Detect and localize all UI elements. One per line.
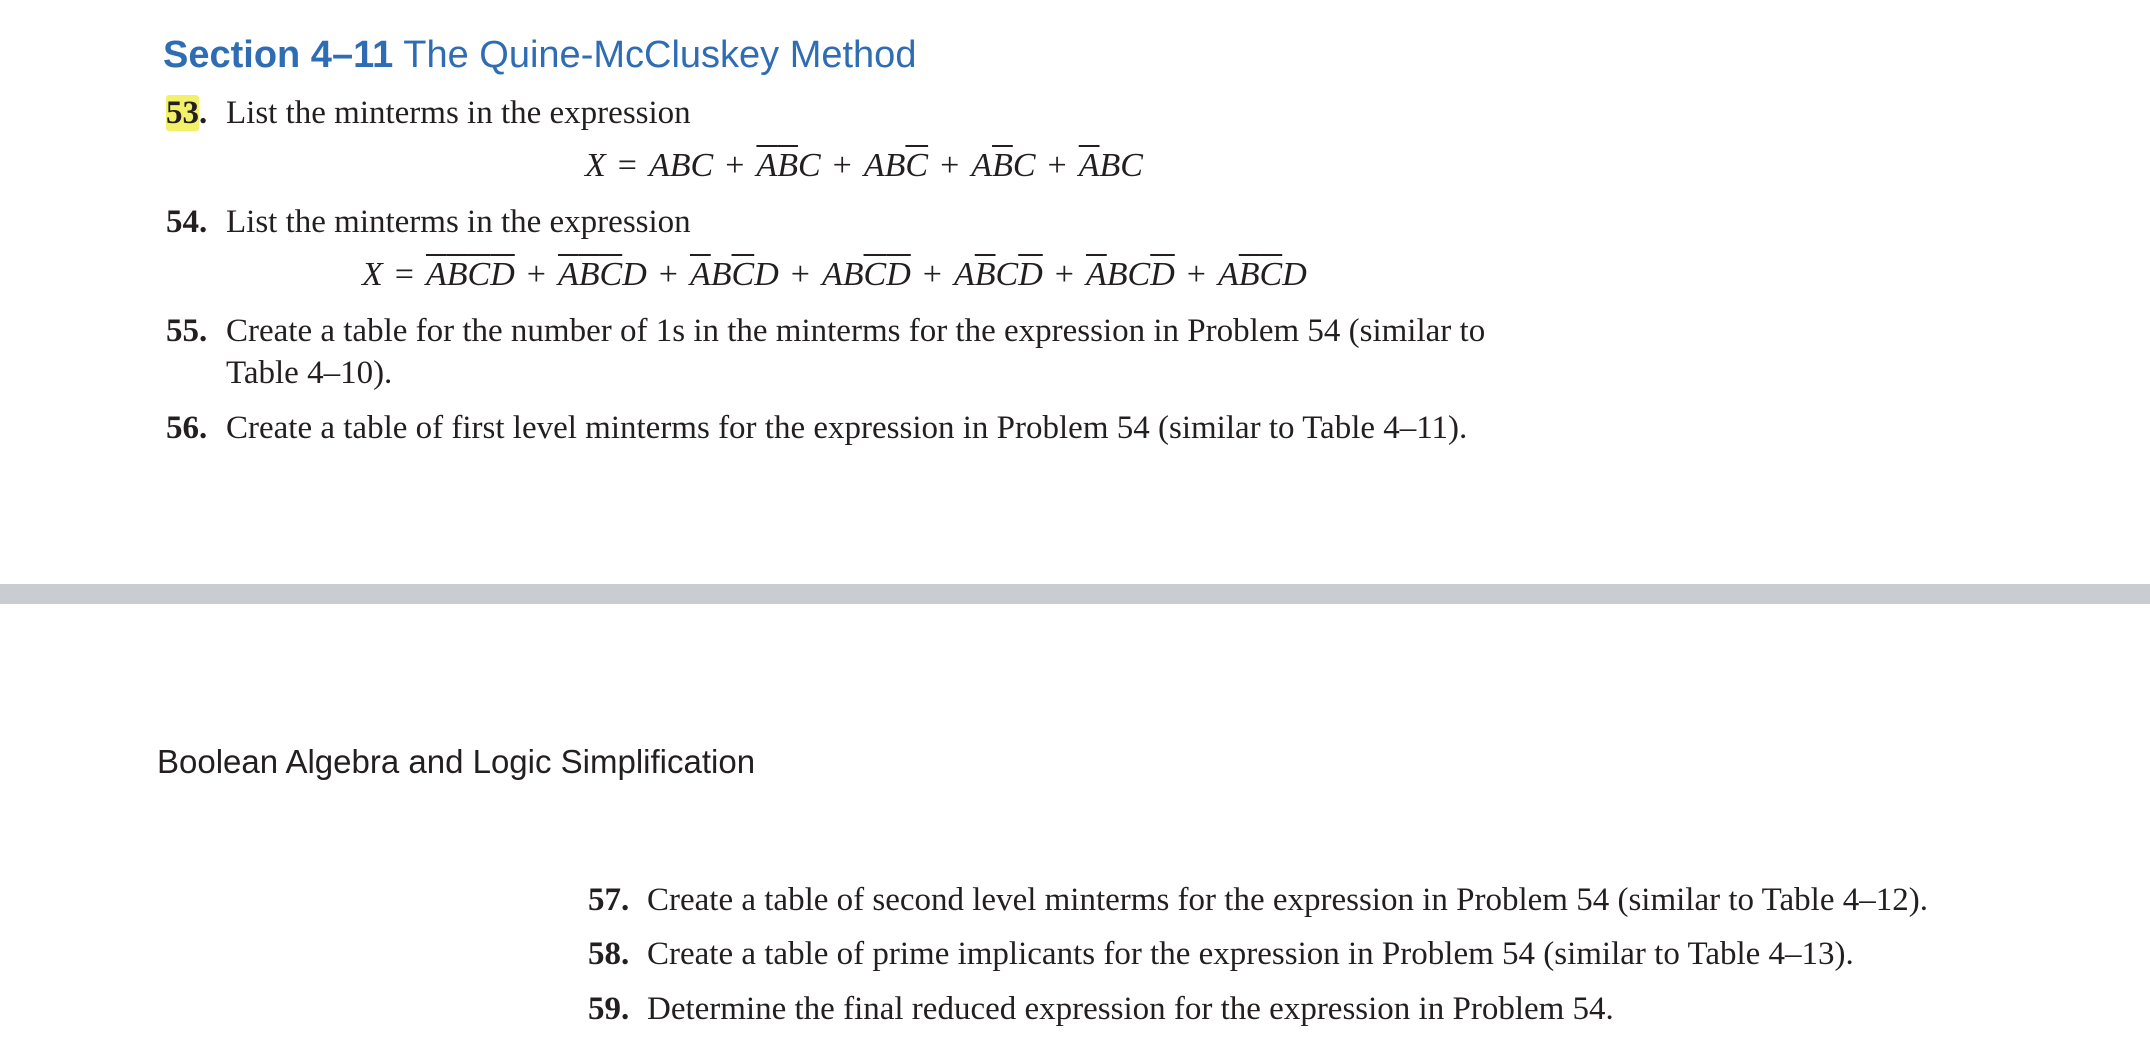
section-title: The Quine-McCluskey Method bbox=[403, 34, 917, 76]
variable: A bbox=[971, 147, 993, 184]
variable: A bbox=[863, 147, 885, 184]
expr-term bbox=[1086, 256, 1175, 293]
complemented-variable: $\overline{A}$ bbox=[1085, 256, 1107, 293]
complemented-variable: $\overline{C}$ bbox=[905, 147, 929, 184]
page-separator bbox=[0, 584, 2150, 604]
variable: D bbox=[1282, 256, 1307, 293]
expr-term bbox=[822, 256, 911, 293]
complemented-variable: $\overline{C}$ bbox=[863, 256, 887, 293]
variable: A bbox=[953, 256, 975, 293]
problem-54 bbox=[166, 201, 691, 243]
complemented-variable: $\overline{A}$ bbox=[756, 147, 778, 184]
complemented-variable: $\overline{B}$ bbox=[1238, 256, 1260, 293]
section-number: Section 4–11 bbox=[163, 34, 394, 76]
variable: C bbox=[1012, 147, 1036, 184]
expression-53 bbox=[585, 144, 1143, 188]
problem-55 bbox=[166, 310, 1485, 352]
problem-53 bbox=[166, 92, 691, 134]
problem-57 bbox=[588, 879, 1928, 921]
variable: B bbox=[1106, 256, 1128, 293]
variable: B bbox=[1099, 147, 1121, 184]
variable: D bbox=[622, 256, 647, 293]
expr-term bbox=[649, 147, 713, 184]
expr-term bbox=[690, 256, 779, 293]
complemented-variable: $\overline{A}$ bbox=[689, 256, 711, 293]
problem-number: 58. bbox=[588, 936, 630, 972]
problem-text: Create a table for the number of 1s in the minterms for the expression in Problem 54 (similar to bbox=[226, 313, 1486, 349]
expr-plus: + bbox=[725, 147, 745, 184]
complemented-variable: $\overline{B}$ bbox=[578, 256, 600, 293]
complemented-variable: $\overline{D}$ bbox=[1150, 256, 1175, 293]
expr-term bbox=[426, 256, 515, 293]
variable: B bbox=[669, 147, 691, 184]
expr-term bbox=[1218, 256, 1307, 293]
expr-plus: + bbox=[658, 256, 678, 293]
variable: B bbox=[710, 256, 732, 293]
variable: A bbox=[1217, 256, 1239, 293]
expr-plus: + bbox=[940, 147, 960, 184]
expr-equals: = bbox=[617, 147, 637, 184]
complemented-variable: $\overline{D}$ bbox=[490, 256, 515, 293]
problem-number-value: 57 bbox=[588, 882, 621, 918]
problem-58 bbox=[588, 933, 1854, 975]
problem-text: Table 4–10). bbox=[226, 355, 393, 391]
complemented-variable: $\overline{D}$ bbox=[1018, 256, 1043, 293]
problem-number-value: 55 bbox=[166, 313, 199, 349]
variable: C bbox=[797, 147, 821, 184]
expr-term bbox=[558, 256, 647, 293]
variable: C bbox=[1120, 147, 1143, 184]
expr-plus: + bbox=[832, 147, 852, 184]
expr-plus: + bbox=[1054, 256, 1074, 293]
expr-plus: + bbox=[1047, 147, 1067, 184]
problem-text: Determine the final reduced expression for the expression in Problem 54. bbox=[647, 991, 1614, 1027]
problem-number: 57. bbox=[588, 882, 630, 918]
complemented-variable: $\overline{B}$ bbox=[777, 147, 798, 184]
complemented-variable: $\overline{A}$ bbox=[425, 256, 447, 293]
variable: C bbox=[995, 256, 1019, 293]
variable: C bbox=[1127, 256, 1151, 293]
expr-plus: + bbox=[790, 256, 810, 293]
problem-number: 56. bbox=[166, 410, 208, 446]
expr-term bbox=[971, 147, 1035, 184]
problem-number: 55. bbox=[166, 313, 208, 349]
complemented-variable: $\overline{C}$ bbox=[599, 256, 623, 293]
problem-text: List the minterms in the expression bbox=[226, 204, 691, 240]
expr-plus: + bbox=[1186, 256, 1206, 293]
variable: D bbox=[754, 256, 779, 293]
variable: A bbox=[821, 256, 843, 293]
complemented-variable: $\overline{A}$ bbox=[1078, 147, 1100, 184]
problem-text: Create a table of first level minterms for the expression in Problem 54 (similar to Table 4–11). bbox=[226, 410, 1468, 446]
expression-54 bbox=[362, 253, 1307, 297]
expr-equals: = bbox=[394, 256, 414, 293]
complemented-variable: $\overline{A}$ bbox=[557, 256, 579, 293]
complemented-variable: $\overline{B}$ bbox=[992, 147, 1013, 184]
complemented-variable: $\overline{D}$ bbox=[886, 256, 911, 293]
expr-term bbox=[756, 147, 820, 184]
variable: C bbox=[690, 147, 714, 184]
variable: B bbox=[842, 256, 864, 293]
problem-text: Create a table of second level minterms for the expression in Problem 54 (similar to Table 4–12). bbox=[647, 882, 1928, 918]
problem-text: Create a table of prime implicants for the expression in Problem 54 (similar to Table 4–13). bbox=[647, 936, 1854, 972]
problem-number: 53. bbox=[166, 95, 208, 131]
problem-number: 59. bbox=[588, 991, 630, 1027]
variable: B bbox=[884, 147, 906, 184]
problem-number-value: 58 bbox=[588, 936, 621, 972]
expr-lhs: X bbox=[362, 256, 383, 293]
problem-number-value: 54 bbox=[166, 204, 199, 240]
variable: A bbox=[648, 147, 670, 184]
complemented-variable: $\overline{C}$ bbox=[467, 256, 491, 293]
expr-lhs: X bbox=[585, 147, 606, 184]
expr-plus: + bbox=[922, 256, 942, 293]
highlight-mark: 53 bbox=[166, 95, 199, 131]
section-heading bbox=[163, 30, 916, 80]
running-head: Boolean Algebra and Logic Simplification bbox=[157, 743, 756, 780]
problem-text: List the minterms in the expression bbox=[226, 95, 691, 131]
expr-term bbox=[954, 256, 1043, 293]
problem-56 bbox=[166, 407, 1467, 449]
complemented-variable: $\overline{B}$ bbox=[446, 256, 468, 293]
problem-55-continuation bbox=[226, 352, 392, 394]
complemented-variable: $\overline{B}$ bbox=[974, 256, 996, 293]
complemented-variable: $\overline{C}$ bbox=[1259, 256, 1283, 293]
problem-59 bbox=[588, 988, 1614, 1030]
complemented-variable: $\overline{C}$ bbox=[731, 256, 755, 293]
problem-number-value: 59 bbox=[588, 991, 621, 1027]
expr-term bbox=[1079, 147, 1143, 184]
expr-plus: + bbox=[526, 256, 546, 293]
expr-term bbox=[864, 147, 928, 184]
problem-number: 54. bbox=[166, 204, 208, 240]
problem-number-value: 56 bbox=[166, 410, 199, 446]
